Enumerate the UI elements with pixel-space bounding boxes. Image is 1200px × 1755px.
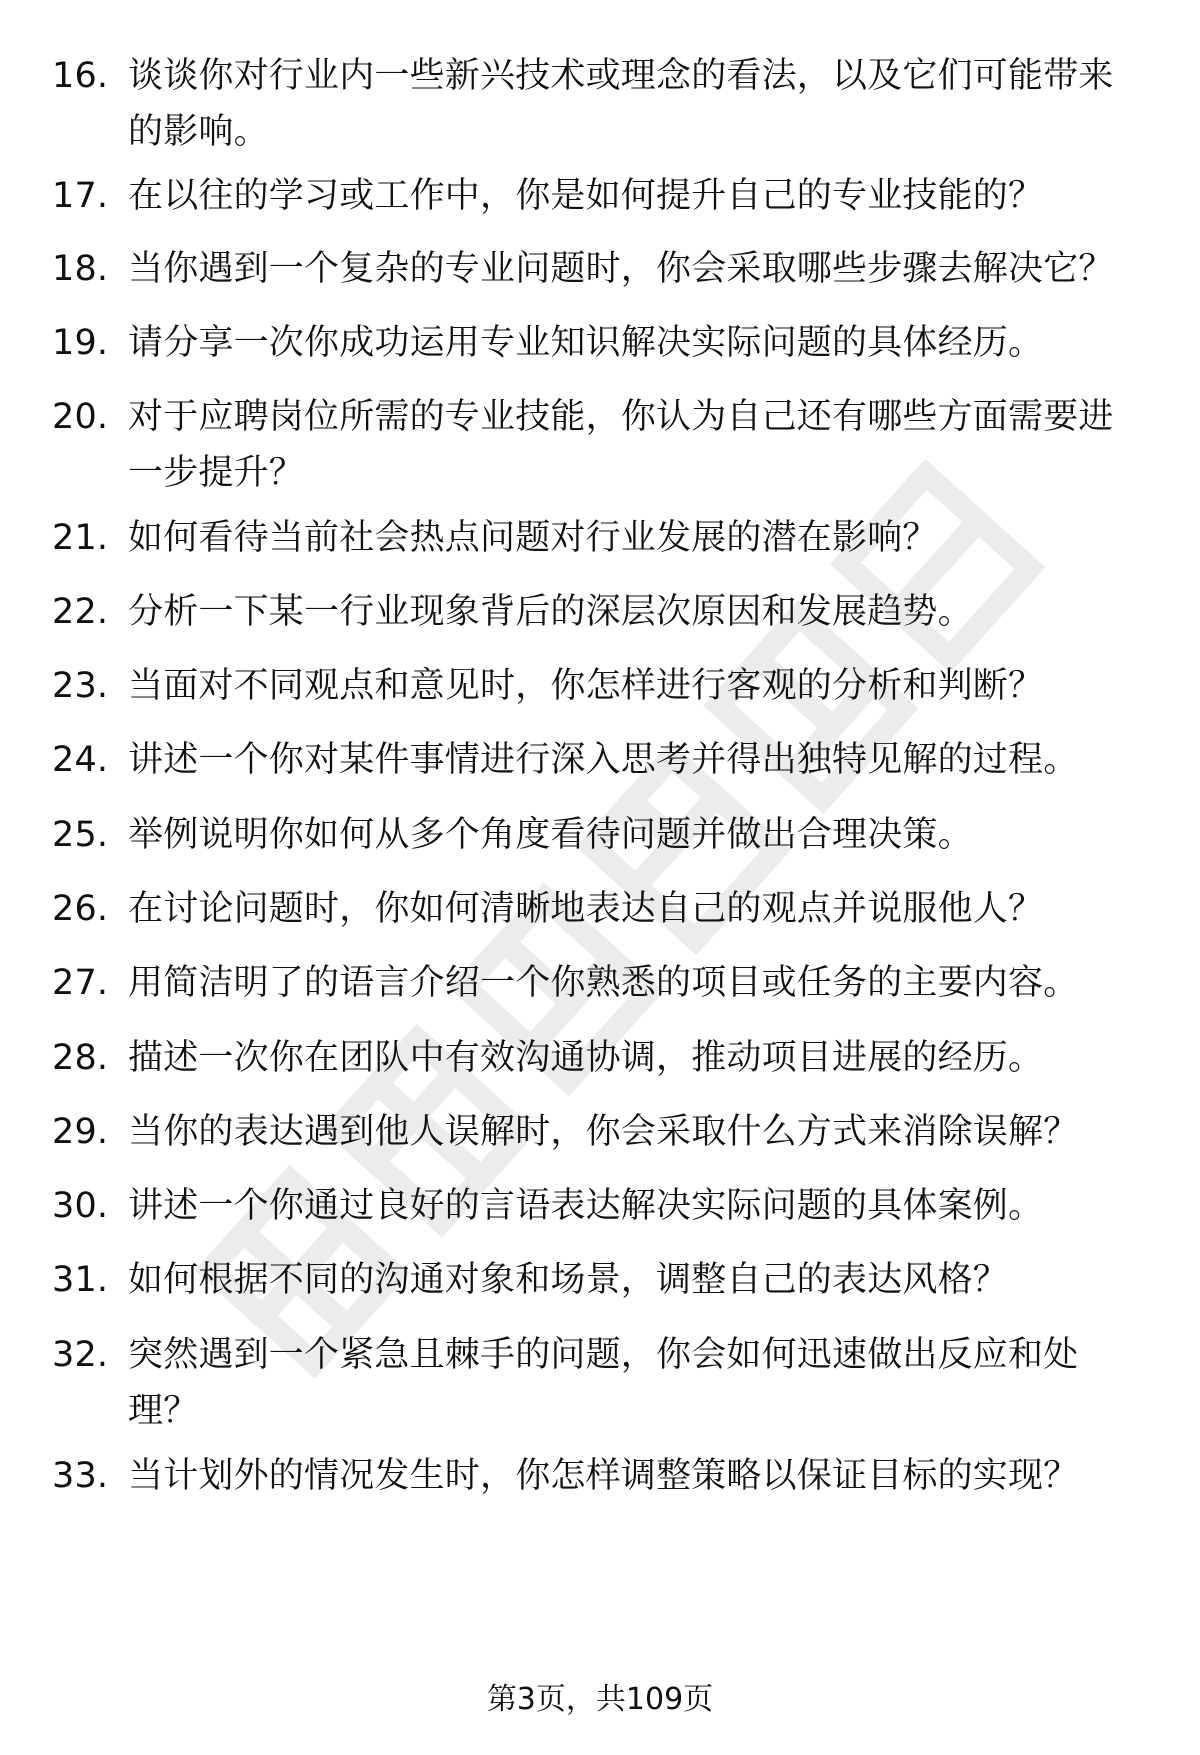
question-item <box>52 48 1152 160</box>
question-number: 21. <box>52 518 109 558</box>
question-item <box>52 1178 1152 1234</box>
question-item <box>52 315 1152 371</box>
question-text: 请分享一次你成功运用专业知识解决实际问题的具体经历。 <box>128 323 1044 363</box>
question-number: 33. <box>52 1456 109 1496</box>
question-text: 举例说明你如何从多个角度看待问题并做出合理决策。 <box>128 815 973 855</box>
question-item <box>52 1327 1152 1439</box>
question-item <box>52 732 1152 788</box>
question-text: 当你遇到一个复杂的专业问题时，你会采取哪些步骤去解决它？ <box>128 249 1114 289</box>
page-footer: 第3页，共109页 <box>486 1682 714 1717</box>
question-text: 如何根据不同的沟通对象和场景，调整自己的表达风格？ <box>128 1260 1009 1300</box>
question-text: 谈谈你对行业内一些新兴技术或理念的看法，以及它们可能带来的影响。 <box>128 56 1114 152</box>
question-text: 对于应聘岗位所需的专业技能，你认为自己还有哪些方面需要进一步提升？ <box>128 397 1114 493</box>
question-item <box>52 510 1152 566</box>
question-item <box>52 1448 1152 1504</box>
question-item <box>52 389 1152 501</box>
question-item <box>52 168 1152 224</box>
question-item <box>52 1252 1152 1308</box>
question-text: 描述一次你在团队中有效沟通协调，推动项目进展的经历。 <box>128 1038 1044 1078</box>
question-text: 当面对不同观点和意见时，你怎样进行客观的分析和判断？ <box>128 666 1044 706</box>
question-number: 24. <box>52 740 109 780</box>
question-text: 在以往的学习或工作中，你是如何提升自己的专业技能的？ <box>128 176 1044 216</box>
question-item <box>52 241 1152 297</box>
question-text: 用简洁明了的语言介绍一个你熟悉的项目或任务的主要内容。 <box>128 963 1079 1003</box>
question-text: 讲述一个你对某件事情进行深入思考并得出独特见解的过程。 <box>128 740 1079 780</box>
question-text: 分析一下某一行业现象背后的深层次原因和发展趋势。 <box>128 592 973 632</box>
question-item <box>52 584 1152 640</box>
question-number: 27. <box>52 963 109 1003</box>
question-number: 28. <box>52 1038 109 1078</box>
question-item <box>52 881 1152 937</box>
question-number: 30. <box>52 1186 109 1226</box>
question-item <box>52 1030 1152 1086</box>
question-number: 17. <box>52 176 109 216</box>
question-text: 如何看待当前社会热点问题对行业发展的潜在影响？ <box>128 518 938 558</box>
question-number: 23. <box>52 666 109 706</box>
question-number: 32. <box>52 1335 109 1375</box>
question-number: 18. <box>52 249 109 289</box>
question-item <box>52 1104 1152 1160</box>
question-number: 22. <box>52 592 109 632</box>
question-text: 突然遇到一个紧急且棘手的问题，你会如何迅速做出反应和处理？ <box>128 1335 1079 1431</box>
question-text: 当你的表达遇到他人误解时，你会采取什么方式来消除误解？ <box>128 1112 1079 1152</box>
question-number: 29. <box>52 1112 109 1152</box>
question-number: 19. <box>52 323 109 363</box>
question-number: 26. <box>52 889 109 929</box>
question-text: 当计划外的情况发生时，你怎样调整策略以保证目标的实现？ <box>128 1456 1079 1496</box>
question-text: 讲述一个你通过良好的言语表达解决实际问题的具体案例。 <box>128 1186 1044 1226</box>
question-item <box>52 955 1152 1011</box>
question-item <box>52 658 1152 714</box>
question-text: 在讨论问题时，你如何清晰地表达自己的观点并说服他人？ <box>128 889 1044 929</box>
question-number: 20. <box>52 397 109 437</box>
question-item <box>52 807 1152 863</box>
question-number: 16. <box>52 56 109 96</box>
question-number: 25. <box>52 815 109 855</box>
question-number: 31. <box>52 1260 109 1300</box>
